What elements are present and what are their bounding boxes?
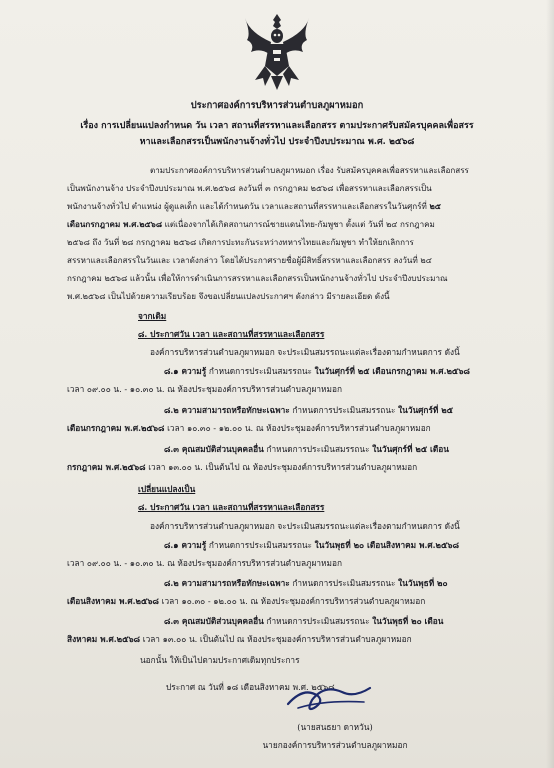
intro-line: ตามประกาศองค์การบริหารส่วนตำบลภูผาหมอก เรื่อง รับสมัครบุคคลเพื่อสรรหาและเลือกสรร — [150, 165, 469, 175]
signer-name: (นายสนธยา ดาหวัน) — [297, 722, 373, 732]
original-item-2: ๘.๒ ความสามารถหรือทักษะเฉพาะ กำหนดการประเมินสมรรถนะ ในวันศุกร์ที่ ๒๕ — [164, 405, 454, 415]
subject-line-1: เรื่อง การเปลี่ยนแปลงกำหนด วัน เวลา สถานที่สรรหาและเลือกสรร ตามประกาศรับสมัครบุคคลเพื่อสรร — [80, 121, 474, 131]
original-item-2-detail: เดือนกรกฎาคม พ.ศ.๒๕๖๘ เวลา ๑๐.๓๐ - ๑๒.๐๐ น. ณ ห้องประชุมองค์การบริหารส่วนตำบลภูผาหมอก — [67, 423, 431, 433]
handwritten-signature — [284, 678, 374, 714]
intro-line: เป็นพนักงานจ้าง ประจำปีงบประมาณ พ.ศ.๒๕๖๘ ลงวันที่ ๓ กรกฎาคม ๒๕๖๘ เพื่อสรรหาและเลือกสรรเป็น — [67, 183, 432, 193]
changed-item-3: ๘.๓ คุณสมบัติส่วนบุคคลอื่น กำหนดการประเมินสมรรถนะ ในวันพุธที่ ๒๐ เดือน — [164, 616, 444, 626]
garuda-emblem-icon — [241, 10, 313, 92]
original-item-1-detail: เวลา ๐๙.๐๐ น. - ๑๐.๓๐ น. ณ ห้องประชุมองค์การบริหารส่วนตำบลภูผาหมอก — [67, 384, 342, 394]
page-fold-shadow — [546, 0, 554, 768]
changed-heading: เปลี่ยนแปลงเป็น — [138, 484, 196, 494]
changed-item-2: ๘.๒ ความสามารถหรือทักษะเฉพาะ กำหนดการประเมินสมรรถนะ ในวันพุธที่ ๒๐ — [164, 578, 448, 588]
original-description: องค์การบริหารส่วนตำบลภูผาหมอก จะประเมินสมรรถนะแต่ละเรื่องตามกำหนดการ ดังนี้ — [150, 347, 460, 357]
intro-line: พ.ศ.๒๕๖๘ เป็นไปด้วยความเรียบร้อย จึงขอเปลี่ยนแปลงประกาศฯ ดังกล่าว มีรายละเอียด ดังนี้ — [67, 291, 390, 301]
intro-line: เดือนกรกฎาคม พ.ศ.๒๕๖๘ แต่เนื่องจากได้เกิดสถานการณ์ชายแดนไทย-กัมพูชา ตั้งแต่ วันที่ ๒๔ กรกฎาคม — [67, 219, 435, 229]
changed-item-2-detail: เดือนสิงหาคม พ.ศ.๒๕๖๘ เวลา ๑๐.๓๐ - ๑๒.๐๐ น. ณ ห้องประชุมองค์การบริหารส่วนตำบลภูผาหมอก — [67, 596, 426, 606]
changed-section-title: ๘. ประกาศวัน เวลา และสถานที่สรรหาและเลือกสรร — [138, 502, 325, 512]
original-item-1: ๘.๑ ความรู้ กำหนดการประเมินสมรรถนะ ในวันศุกร์ที่ ๒๕ เดือนกรกฎาคม พ.ศ.๒๕๖๘ — [164, 366, 470, 376]
original-item-3-detail: กรกฎาคม พ.ศ.๒๕๖๘ เวลา ๑๓.๐๐ น. เป็นต้นไป ณ ห้องประชุมองค์การบริหารส่วนตำบลภูผาหมอก — [67, 462, 418, 472]
original-heading: จากเดิม — [138, 311, 167, 321]
intro-line: กรกฎาคม ๒๕๖๘ แล้วนั้น เพื่อให้การดำเนินการสรรหาและเลือกสรรเป็นพนักงานจ้างทั่วไป ประจำปีงบประมาณ — [67, 273, 448, 283]
signer-title: นายกองค์การบริหารส่วนตำบลภูผาหมอก — [262, 740, 408, 750]
changed-item-1: ๘.๑ ความรู้ กำหนดการประเมินสมรรถนะ ในวันพุธที่ ๒๐ เดือนสิงหาคม พ.ศ.๒๕๖๘ — [164, 540, 459, 550]
original-section-title: ๘. ประกาศวัน เวลา และสถานที่สรรหาและเลือกสรร — [138, 329, 325, 339]
changed-description: องค์การบริหารส่วนตำบลภูผาหมอก จะประเมินสมรรถนะแต่ละเรื่องตามกำหนดการ ดังนี้ — [150, 521, 460, 531]
intro-line: พนักงานจ้างทั่วไป ตำแหน่ง ผู้ดูแลเด็ก และได้กำหนดวัน เวลาและสถานที่สรรหาและเลือกสรรในวันศุกร์ที่ ๒๕ — [67, 201, 441, 211]
intro-line: ๒๕๖๘ ถึง วันที่ ๒๘ กรกฎาคม ๒๕๖๘ เกิดการปะทะกันระหว่างทหารไทยและกัมพูชา ทำให้ยกเลิกการ — [67, 237, 414, 247]
announcement-date: ประกาศ ณ วันที่ ๑๘ เดือนสิงหาคม พ.ศ. ๒๕๖๘ — [166, 682, 335, 692]
org-title: ประกาศองค์การบริหารส่วนตำบลภูผาหมอก — [190, 100, 364, 111]
intro-line: สรรหาและเลือกสรรในวันและ เวลาดังกล่าว โดยได้ประกาศรายชื่อผู้มีสิทธิ์สรรหาและเลือกสรร ลงวันที่ ๒๔ — [67, 255, 432, 265]
original-item-3: ๘.๓ คุณสมบัติส่วนบุคคลอื่น กำหนดการประเมินสมรรถนะ ในวันศุกร์ที่ ๒๕ เดือน — [164, 444, 449, 454]
closing-statement: นอกนั้น ให้เป็นไปตามประกาศเดิมทุกประการ — [140, 655, 300, 665]
changed-item-3-detail: สิงหาคม พ.ศ.๒๕๖๘ เวลา ๑๓.๐๐ น. เป็นต้นไป ณ ห้องประชุมองค์การบริหารส่วนตำบลภูผาหมอก — [67, 634, 412, 644]
subject-line-2: หาและเลือกสรรเป็นพนักงานจ้างทั่วไป ประจำปีงบประมาณ พ.ศ. ๒๕๖๘ — [139, 137, 415, 147]
changed-item-1-detail: เวลา ๐๙.๐๐ น. - ๑๐.๓๐ น. ณ ห้องประชุมองค์การบริหารส่วนตำบลภูผาหมอก — [67, 558, 342, 568]
